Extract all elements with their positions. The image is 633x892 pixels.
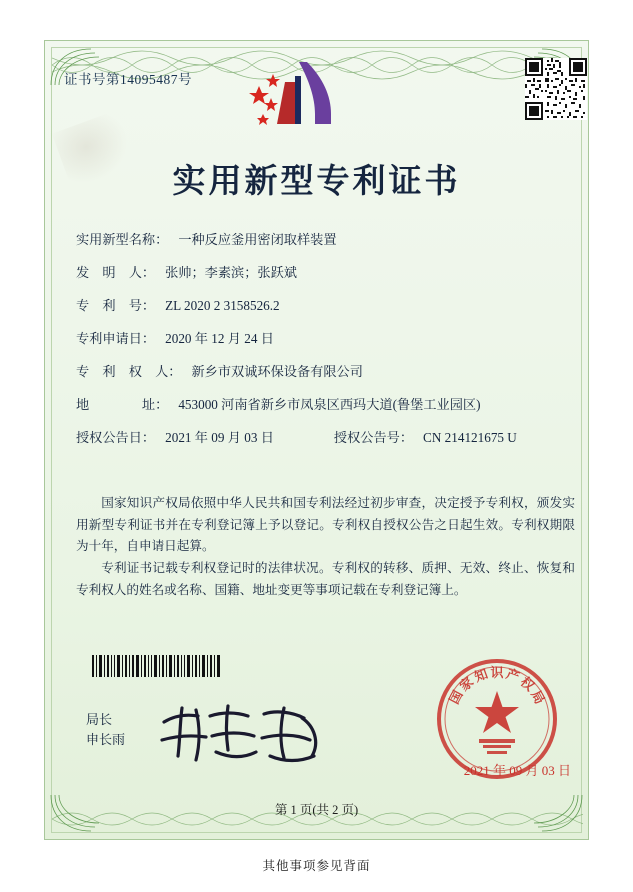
field-label: 地 址： (76, 397, 169, 412)
field-row-address (76, 397, 573, 414)
director-role-label: 局长 (86, 712, 113, 727)
page-title: 实用新型专利证书 (172, 164, 461, 200)
field-row-inventor (76, 265, 573, 282)
field-label: 实用新型名称： (76, 232, 169, 247)
field-row-patentee (76, 364, 573, 381)
barcode (90, 655, 222, 677)
svg-text:知: 知 (472, 666, 490, 685)
field-row-name (76, 232, 573, 249)
grant-date-value: 2021 年 09 月 03 日 (165, 430, 274, 445)
field-label: 专 利 号： (76, 298, 156, 313)
grant-publication-label: 授权公告号： (333, 430, 414, 445)
field-label: 发 明 人： (76, 265, 156, 280)
field-row-patent-number (76, 298, 573, 315)
svg-text:产: 产 (504, 666, 522, 685)
signature-block (86, 710, 125, 750)
grant-publication-value: CN 214121675 U (423, 430, 517, 445)
legal-paragraph-1: 国家知识产权局依照中华人民共和国专利法经过初步审查，决定授予专利权，颁发实用新型专利证书并在专利登记簿上予以登记。专利权自授权公告之日起生效。专利权期限为十年，自申请日起算。 (76, 496, 575, 554)
svg-text:权: 权 (517, 673, 538, 694)
legal-text (76, 493, 575, 601)
field-value: 2020 年 12 月 24 日 (165, 331, 274, 346)
field-value: 一种反应釜用密闭取样装置 (178, 232, 337, 247)
field-value: 张帅；李素滨；张跃斌 (165, 265, 297, 280)
qr-code (525, 58, 587, 120)
cnipa-logo-icon (237, 52, 353, 132)
field-row-application-date (76, 331, 573, 348)
field-label: 专 利 权 人： (76, 364, 182, 379)
director-name-label: 申长雨 (86, 732, 126, 748)
field-value: 新乡市双诚环保设备有限公司 (191, 364, 363, 379)
field-value: ZL 2020 2 3158526.2 (165, 298, 280, 313)
field-value: 453000 河南省新乡市凤泉区西玛大道(鲁堡工业园区) (178, 397, 481, 412)
grant-date-label: 授权公告日： (76, 430, 156, 445)
certificate-number: 证书号第14095487号 (64, 72, 192, 87)
field-row-grant (76, 430, 573, 447)
legal-paragraph-2: 专利证书记载专利权登记时的法律状况。专利权的转移、质押、无效、终止、恢复和专利权人的姓名或名称、国籍、地址变更等事项记载在专利登记簿上。 (76, 560, 575, 597)
page-indicator: 第 1 页(共 2 页) (274, 803, 359, 817)
svg-text:家: 家 (456, 673, 477, 694)
handwritten-signature (152, 700, 332, 770)
seal-date: 2021 年 09 月 03 日 (463, 763, 571, 778)
field-list (76, 232, 573, 463)
svg-text:局: 局 (528, 687, 548, 707)
footer-note: 其他事项参见背面 (262, 859, 371, 873)
svg-text:国: 国 (446, 687, 466, 707)
svg-text:识: 识 (490, 665, 504, 680)
field-label: 专利申请日： (76, 331, 156, 346)
